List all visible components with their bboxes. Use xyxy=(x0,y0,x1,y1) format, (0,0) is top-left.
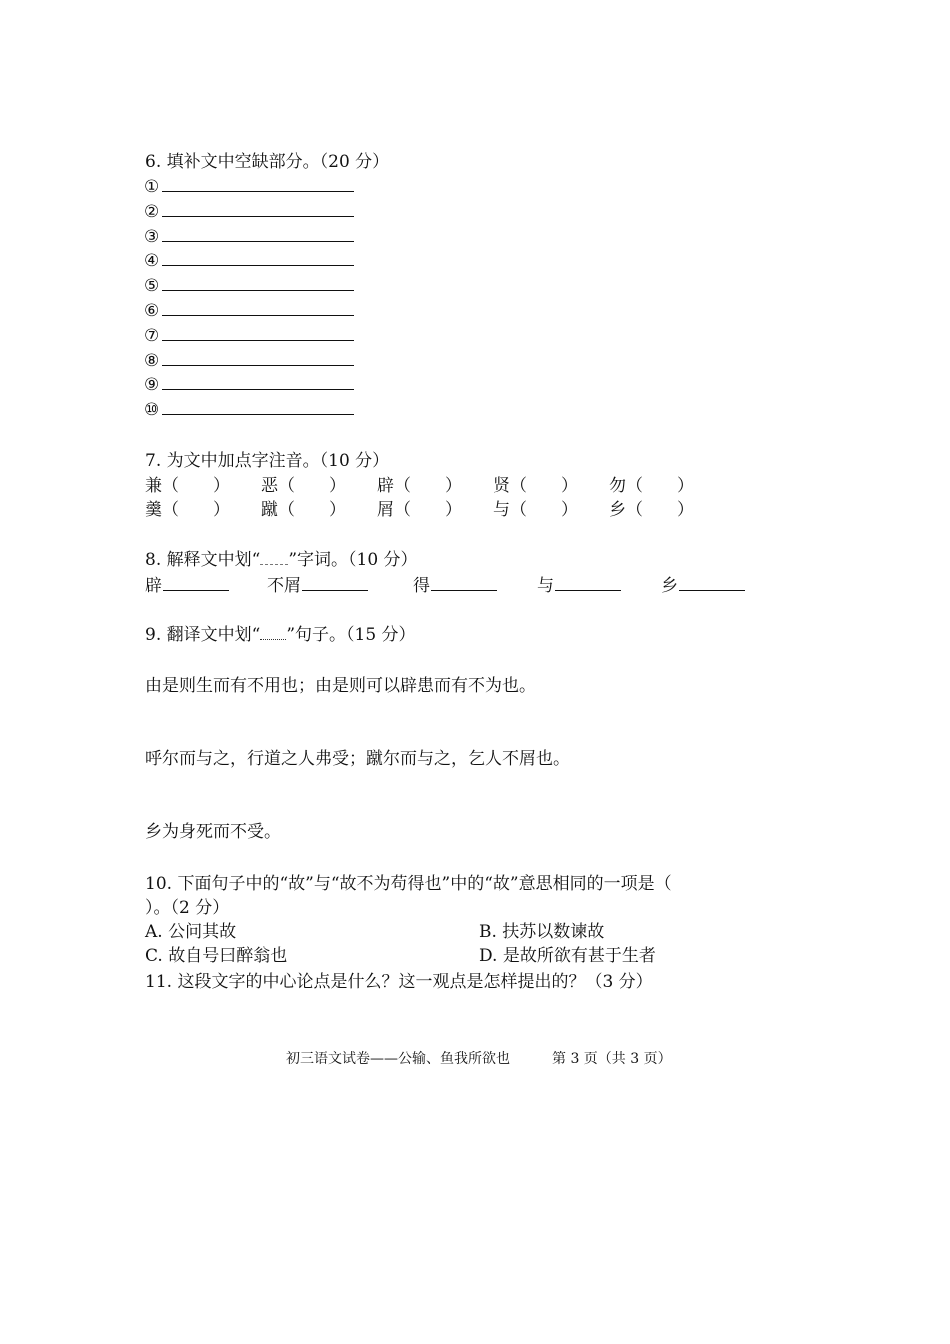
q8-title-pre: 8. 解释文中划“ xyxy=(145,550,261,570)
q9-sentence-2: 呼尔而与之，行道之人弗受；蹴尔而与之，乞人不屑也。 xyxy=(145,749,570,769)
answer-blank[interactable] xyxy=(162,324,354,341)
q6-marker: ① xyxy=(144,177,160,197)
q6-answer-row xyxy=(144,249,354,273)
q8-word: 辟 xyxy=(145,576,162,596)
q6-answer-row xyxy=(144,274,354,298)
q8-answer-item xyxy=(145,574,267,598)
answer-blank[interactable] xyxy=(162,349,354,366)
q7-title: 7. 为文中加点字注音。（10 分） xyxy=(145,451,390,471)
q8-title-post: ”字词。（10 分） xyxy=(288,550,418,570)
q6-marker: ⑦ xyxy=(144,325,160,346)
q6-marker: ③ xyxy=(144,226,160,247)
q6-marker: ④ xyxy=(144,251,160,272)
q7-item: 蹴（ ） xyxy=(261,500,346,520)
q7-item: 勿（ ） xyxy=(609,476,694,496)
q7-row2 xyxy=(145,498,725,522)
dotted-underline-sample xyxy=(260,625,286,640)
q8-word: 与 xyxy=(537,576,554,596)
q10-title-line2: ）。（2 分） xyxy=(145,898,230,918)
q6-answer-row xyxy=(144,324,354,348)
q6-answer-row xyxy=(144,200,354,224)
q7-item: 辟（ ） xyxy=(377,476,462,496)
q8-word: 不屑 xyxy=(267,576,301,596)
answer-blank[interactable] xyxy=(162,274,354,291)
q6-marker: ⑥ xyxy=(144,301,160,321)
wavy-underline-sample xyxy=(260,554,288,565)
q7-item: 羹（ ） xyxy=(145,500,230,520)
footer-page-number: 第 3 页（共 3 页） xyxy=(552,1051,672,1067)
q6-title: 6. 填补文中空缺部分。（20 分） xyxy=(145,152,390,172)
q10-option-c[interactable]: C. 故自号曰醉翁也 xyxy=(145,946,288,966)
q10-option-d[interactable]: D. 是故所欲有甚于生者 xyxy=(479,946,656,966)
answer-blank[interactable] xyxy=(162,175,354,192)
q8-answer-item xyxy=(537,574,661,598)
q6-answer-row xyxy=(144,349,354,373)
q8-answer-item xyxy=(267,574,413,598)
answer-blank[interactable] xyxy=(162,225,354,242)
answer-blank[interactable] xyxy=(162,373,354,390)
answer-blank[interactable] xyxy=(162,398,354,415)
q7-item: 与（ ） xyxy=(493,500,578,520)
q9-sentence-3: 乡为身死而不受。 xyxy=(145,822,281,842)
q6-answer-row xyxy=(144,225,354,249)
answer-blank[interactable] xyxy=(162,299,354,316)
q7-item: 兼（ ） xyxy=(145,476,230,496)
footer-title: 初三语文试卷——公输、鱼我所欲也 xyxy=(286,1051,510,1067)
q8-title xyxy=(145,548,418,572)
q10-option-a[interactable]: A. 公问其故 xyxy=(145,922,237,942)
answer-blank[interactable] xyxy=(679,574,745,591)
answer-blank[interactable] xyxy=(302,574,368,591)
q9-sentence-1: 由是则生而有不用也；由是则可以辟患而有不为也。 xyxy=(145,676,536,696)
q11-title: 11. 这段文字的中心论点是什么？这一观点是怎样提出的？（3 分） xyxy=(145,972,653,992)
answer-blank[interactable] xyxy=(162,200,354,217)
q6-marker: ② xyxy=(144,201,160,222)
q6-answer-row xyxy=(144,175,354,199)
answer-blank[interactable] xyxy=(163,574,229,591)
q8-word: 得 xyxy=(413,576,430,596)
answer-blank[interactable] xyxy=(555,574,621,591)
q10-title-line1: 10. 下面句子中的“故”与“故不为苟得也”中的“故”意思相同的一项是（ xyxy=(145,874,672,894)
answer-blank[interactable] xyxy=(162,249,354,266)
q9-title xyxy=(145,623,416,647)
q9-title-post: ”句子。（15 分） xyxy=(286,625,416,645)
q9-title-pre: 9. 翻译文中划“ xyxy=(145,625,261,645)
answer-blank[interactable] xyxy=(431,574,497,591)
q7-item: 乡（ ） xyxy=(609,500,694,520)
q6-answer-row xyxy=(144,373,354,397)
q7-item: 恶（ ） xyxy=(261,476,346,496)
q8-answer-item xyxy=(413,574,537,598)
q6-marker: ⑧ xyxy=(144,350,160,371)
q6-marker: ⑤ xyxy=(144,276,160,297)
q6-marker: ⑩ xyxy=(144,400,160,421)
q6-answer-row xyxy=(144,398,354,422)
q6-marker: ⑨ xyxy=(144,375,160,396)
q10-option-b[interactable]: B. 扶苏以数谏故 xyxy=(479,922,605,942)
q6-answer-row xyxy=(144,299,354,323)
q7-item: 贤（ ） xyxy=(493,476,578,496)
q8-answers xyxy=(145,574,761,598)
q7-item: 屑（ ） xyxy=(377,500,462,520)
q7-row1 xyxy=(145,474,725,498)
q8-answer-item xyxy=(661,574,761,598)
q8-word: 乡 xyxy=(661,576,678,596)
